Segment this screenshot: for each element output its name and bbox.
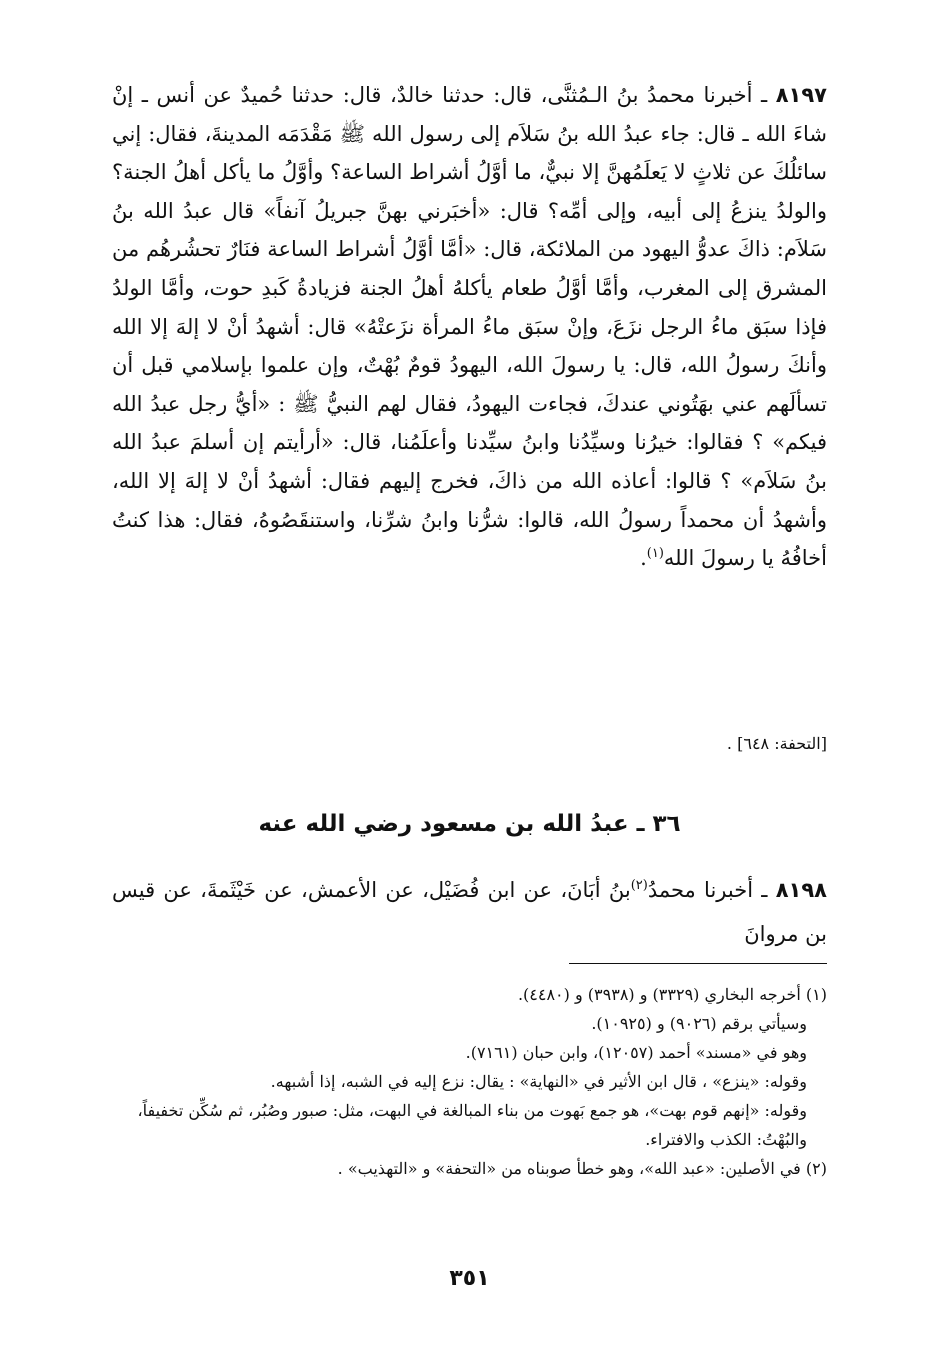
hadith-8198 — [112, 868, 827, 956]
footnote-marker-2: (٢) — [630, 878, 648, 893]
footnote-2: (٢) في الأصلين: «عبد الله»، وهو خطأ صوبناه من «التحفة» و «التهذيب» . — [337, 1159, 827, 1178]
hadith-8198-paragraph — [112, 868, 827, 956]
hadith-number: ٨١٩٧ — [775, 83, 827, 107]
footnote-line: وقوله: «ينزع» ، قال ابن الأثير في «النهاية» : يقال: نزع إليه في الشبه، إذا أشبهه. — [270, 1072, 807, 1091]
footnote-line: وسيأتي برقم (٩٠٢٦) و (١٠٩٢٥). — [591, 1014, 807, 1033]
tuhfa-reference: [التحفة: ٦٤٨] . — [726, 734, 827, 753]
hadith-end-mark: . — [640, 546, 647, 571]
hadith-number: ٨١٩٨ — [775, 878, 827, 902]
footnote-line: وقوله: «إنهم قوم بهت»، هو جمع بَهوت من بناء المبالغة في البهت، مثل: صبور وصُبُر، ثم سُكِّن تخفيفاً، والبُهْتُ: الكذب والافتراء. — [137, 1101, 807, 1149]
footnotes — [112, 980, 827, 1183]
hadith-8197 — [112, 76, 827, 578]
hadith-text-part2: بنُ أبَانَ، عن ابن فُضَيْل، عن الأعمش، عن خَيْثَمةَ، عن قيس بن مروانَ — [112, 878, 827, 946]
footnote-separator — [569, 963, 827, 964]
footnote-1: (١) أخرجه البخاري (٣٣٢٩) و (٣٩٣٨) و (٤٤٨٠). — [517, 985, 827, 1004]
hadith-text: ـ أخبرنا محمدُ بنُ الـمُثنَّى، قال: حدثنا خالدٌ، قال: حدثنا حُميدٌ عن أنس ـ إنْ شاءَ الله ـ قال: جاء عبدُ الله بنُ سَلاَم إلى رسول الله ﷺ مَقْدَمَه المدينةَ، فقال: إني سائلُكَ عن ثلاثٍ لا يَعلَمُهنَّ إلا نبيٌّ، ما أوَّلُ أشراط الساعة؟ وأوَّلُ ما يأكل أهلُ الجنة؟ والولدُ ينزعُ إلى أبيه، وإلى أمِّه؟ قال: «أخبَرني بهنَّ جبريلُ آنفاً» قال عبدُ الله بنُ سَلاَم: ذاكَ عدوُّ اليهود من الملائكة، قال: «أمَّا أوَّلُ أشراط الساعة فنَارٌ تحشُرهُم من المشرق إلى المغرب، وأمَّا أوَّلُ طعام يأكلهُ أهلُ الجنة فزيادةُ كَبدِ حوت، وأمَّا الولدُ فإذا سبَق ماءُ الرجل نزَعَ، وإنْ سبَق ماءُ المرأة نزَعتْهُ» قال: أشهدُ أنْ لا إلهَ إلا الله وأنكَ رسولُ الله، قال: يا رسولَ الله، اليهودُ قومٌ بُهْتٌ، وإن علموا بإسلامي قبل أن تسألَهم عني بهَتُوني عندكَ، فجاءت اليهودُ، فقال لهم النبيُّ ﷺ : «أيُّ رجل عبدُ الله فيكم» ؟ فقالوا: خيرُنا وسيِّدُنا وابنُ سيِّدنا وأعلَمُنا، قال: «أرأيتم إن أسلمَ عبدُ الله بنُ سَلاَم» ؟ قالوا: أعاذه الله من ذاكَ، فخرج إليهم فقال: أشهدُ أنْ لا إلهَ إلا الله، وأشهدُ أن محمداً رسولُ الله، قالوا: شرُّنا وابنُ شرِّنا، واستنقَصُوهُ، فقال: هذا كنتُ أخافُهُ يا رسولَ الله — [112, 83, 828, 571]
page-number: ٣٥١ — [449, 1266, 490, 1291]
hadith-8197-paragraph — [112, 76, 827, 578]
footnote-line: وهو في «مسند» أحمد (١٢٠٥٧)، وابن حبان (٧١٦١). — [465, 1043, 807, 1062]
hadith-text-part1: ـ أخبرنا محمدُ — [647, 878, 768, 902]
chapter-title: ٣٦ ـ عبدُ الله بن مسعود رضي الله عنه — [258, 811, 681, 837]
footnote-marker-1: (١) — [646, 546, 664, 562]
